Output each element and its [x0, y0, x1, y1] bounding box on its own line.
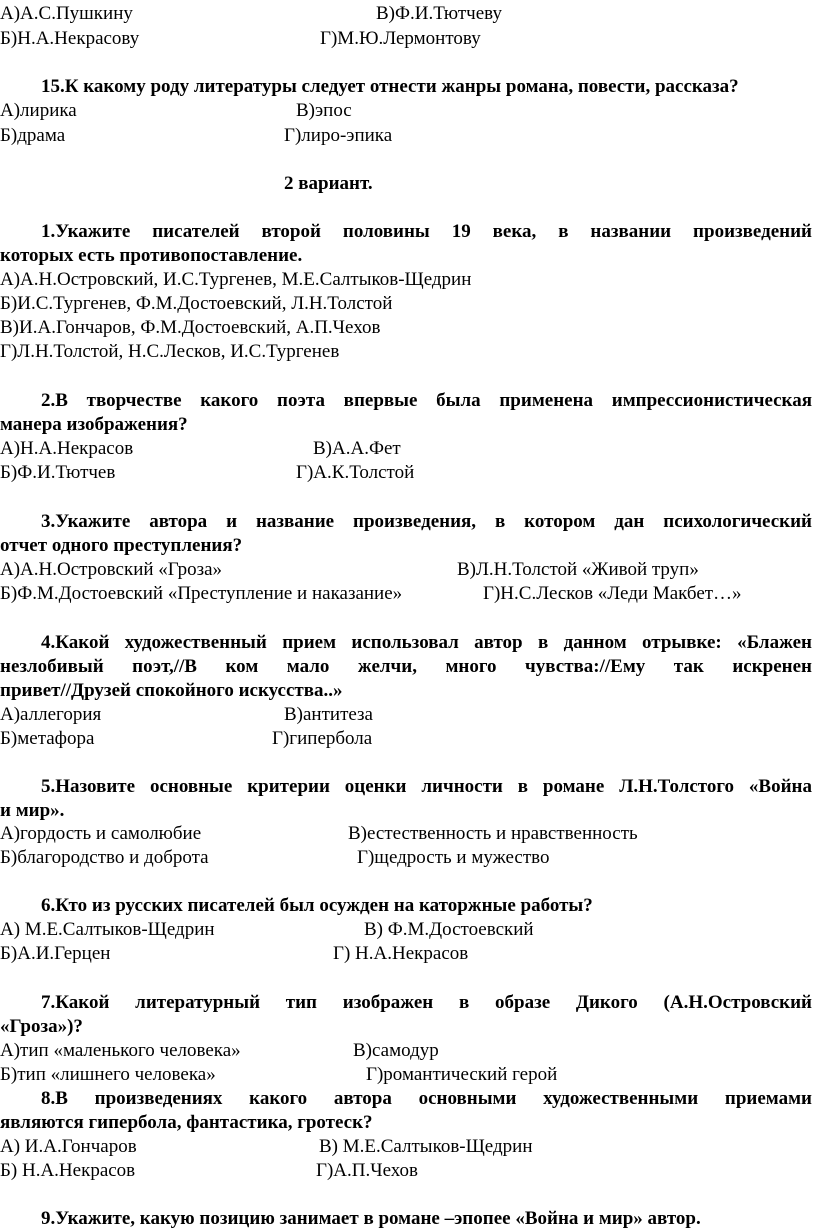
q6-option-a: А) М.Е.Салтыков-Щедрин — [0, 919, 215, 940]
question-2-line2: манера изображения? — [0, 414, 188, 435]
q8-option-g: Г)А.П.Чехов — [316, 1160, 419, 1181]
q8-option-a: А) И.А.Гончаров — [0, 1136, 137, 1157]
question-1-line1: 1.Укажите писателей второй половины 19 века, в названии произведений — [41, 221, 812, 242]
question-5-line1: 5.Назовите основные критерии оценки личности в романе Л.Н.Толстого «Война — [41, 776, 812, 797]
question-1-line2: которых есть противопоставление. — [0, 245, 303, 266]
q1-option-a: А)А.Н.Островский, И.С.Тургенев, М.Е.Салтыков-Щедрин — [0, 269, 472, 290]
question-3-line1: 3.Укажите автора и название произведения, в котором дан психологический — [41, 511, 812, 532]
option-v: В)Ф.И.Тютчеву — [376, 3, 502, 24]
q2-option-g: Г)А.К.Толстой — [296, 462, 415, 483]
question-3-line2: отчет одного преступления? — [0, 535, 243, 556]
question-4-line2: незлобивый поэт,//В ком мало желчи, много чувства://Ему так искренен — [0, 656, 812, 677]
variant-title: 2 вариант. — [284, 173, 373, 194]
option-a: А)А.С.Пушкину — [0, 3, 133, 24]
q4-option-b: Б)метафора — [0, 728, 95, 749]
question-15: 15.К какому роду литературы следует отнести жанры романа, повести, рассказа? — [41, 76, 739, 97]
q3-option-g: Г)Н.С.Лесков «Леди Макбет…» — [483, 583, 742, 604]
q3-option-a: А)А.Н.Островский «Гроза» — [0, 559, 223, 580]
q2-option-v: В)А.А.Фет — [313, 438, 401, 459]
q8-option-v: В) М.Е.Салтыков-Щедрин — [319, 1136, 533, 1157]
q6-option-b: Б)А.И.Герцен — [0, 943, 111, 964]
question-7-line1: 7.Какой литературный тип изображен в образе Дикого (А.Н.Островский — [41, 992, 812, 1013]
q1-option-g: Г)Л.Н.Толстой, Н.С.Лесков, И.С.Тургенев — [0, 341, 340, 362]
q7-option-v: В)самодур — [353, 1040, 439, 1061]
q7-option-a: А)тип «маленького человека» — [0, 1040, 241, 1061]
question-8-line2: являются гипербола, фантастика, гротеск? — [0, 1112, 373, 1133]
q6-option-g: Г) Н.А.Некрасов — [333, 943, 469, 964]
q1-option-b: Б)И.С.Тургенев, Ф.М.Достоевский, Л.Н.Толстой — [0, 293, 393, 314]
q15-option-a: А)лирика — [0, 100, 77, 121]
q4-option-a: А)аллегория — [0, 704, 102, 725]
q6-option-v: В) Ф.М.Достоевский — [364, 919, 534, 940]
q8-option-b: Б) Н.А.Некрасов — [0, 1160, 136, 1181]
q5-option-b: Б)благородство и доброта — [0, 847, 209, 868]
question-2-line1: 2.В творчестве какого поэта впервые была применена импрессионистическая — [41, 390, 812, 411]
q4-option-g: Г)гипербола — [272, 728, 373, 749]
q15-option-b: Б)драма — [0, 125, 66, 146]
q3-option-v: В)Л.Н.Толстой «Живой труп» — [457, 559, 699, 580]
q15-option-g: Г)лиро-эпика — [284, 125, 393, 146]
q2-option-a: А)Н.А.Некрасов — [0, 438, 134, 459]
q3-option-b: Б)Ф.М.Достоевский «Преступление и наказание» — [0, 583, 403, 604]
option-b: Б)Н.А.Некрасову — [0, 28, 140, 49]
option-g: Г)М.Ю.Лермонтову — [320, 28, 481, 49]
q5-option-v: В)естественность и нравственность — [348, 823, 638, 844]
question-6: 6.Кто из русских писателей был осужден на каторжные работы? — [41, 895, 593, 916]
question-7-line2: «Гроза»)? — [0, 1016, 83, 1037]
q7-option-b: Б)тип «лишнего человека» — [0, 1064, 216, 1085]
q15-option-v: В)эпос — [296, 100, 352, 121]
question-5-line2: и мир». — [0, 800, 65, 821]
q5-option-g: Г)щедрость и мужество — [357, 847, 550, 868]
question-8-line1: 8.В произведениях какого автора основными художественными приемами — [41, 1088, 812, 1109]
question-4-line1: 4.Какой художественный прием использовал автор в данном отрывке: «Блажен — [41, 632, 812, 653]
question-4-line3: привет//Друзей спокойного искусства..» — [0, 680, 343, 701]
q1-option-v: В)И.А.Гончаров, Ф.М.Достоевский, А.П.Чехов — [0, 317, 381, 338]
q7-option-g: Г)романтический герой — [366, 1064, 558, 1085]
q4-option-v: В)антитеза — [284, 704, 373, 725]
question-9: 9.Укажите, какую позицию занимает в романе –эпопее «Война и мир» автор. — [41, 1208, 701, 1229]
q2-option-b: Б)Ф.И.Тютчев — [0, 462, 116, 483]
q5-option-a: А)гордость и самолюбие — [0, 823, 202, 844]
